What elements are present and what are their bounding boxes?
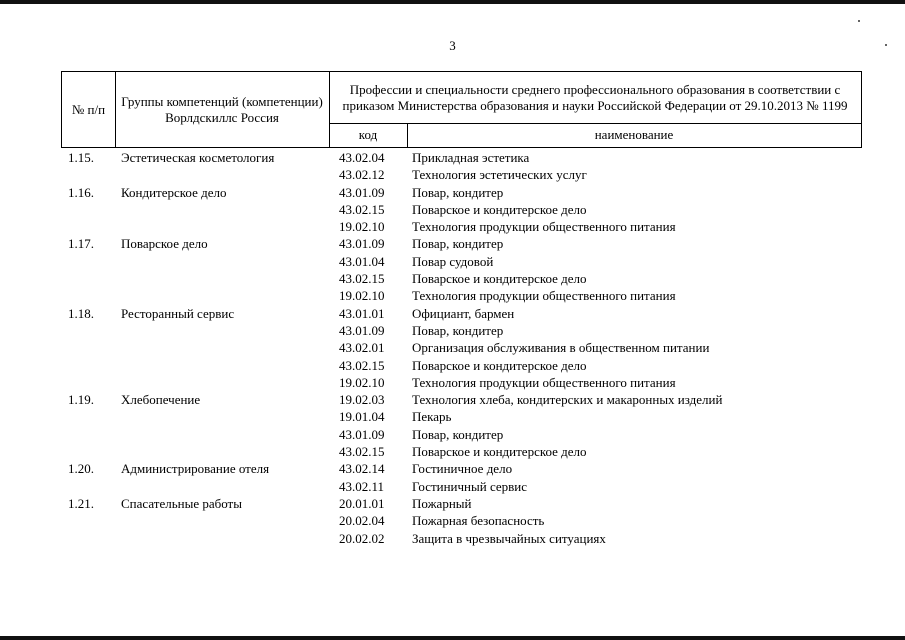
row-number: 1.19. [68,392,94,408]
table-row [0,495,905,512]
specialty-code: 19.01.04 [339,409,385,425]
specialty-code: 43.02.15 [339,357,385,373]
specialty-code: 43.01.09 [339,426,385,442]
specialty-name: Технология хлеба, кондитерских и макаронных изделий [412,392,723,408]
competence-group: Кондитерское дело [121,184,227,200]
competence-group: Ресторанный сервис [121,305,235,321]
row-number: 1.18. [68,305,94,321]
table-row [0,512,905,529]
specialty-name: Прикладная эстетика [412,150,530,165]
specialty-code: 43.01.01 [339,305,385,321]
specialty-name: Защита в чрезвычайных ситуациях [412,530,606,546]
specialty-name: Повар, кондитер [412,322,504,338]
specialty-code: 19.02.10 [339,288,385,304]
table-row [0,426,905,443]
specialty-name: Технология продукции общественного питания [412,288,676,304]
table-row [0,305,905,322]
specialty-code: 43.01.04 [339,253,385,269]
row-number: 1.20. [68,461,94,477]
row-number: 1.16. [68,184,94,200]
competence-group: Администрирование отеля [121,461,270,477]
specialty-code: 43.01.09 [339,322,385,338]
scan-speck [858,20,860,22]
competence-group: Эстетическая косметология [121,150,275,165]
specialty-name: Повар судовой [412,253,494,269]
scan-border-bottom [0,636,905,640]
specialty-name: Поварское и кондитерское дело [412,357,587,373]
table-row [0,478,905,495]
table-row [0,270,905,287]
table-row [0,149,905,166]
specialty-code: 43.02.11 [339,478,385,494]
specialty-code: 20.02.02 [339,530,385,546]
table-row [0,460,905,477]
header-code: код [329,123,408,148]
table-row [0,408,905,425]
specialty-name: Технология продукции общественного питания [412,374,676,390]
table-body [0,149,905,547]
specialty-name: Повар, кондитер [412,426,504,442]
specialty-code: 43.02.15 [339,444,385,460]
competence-group: Поварское дело [121,236,208,252]
specialty-name: Повар, кондитер [412,184,504,200]
specialty-name: Официант, бармен [412,305,515,321]
specialty-name: Пекарь [412,409,452,425]
specialty-name: Гостиничное дело [412,461,513,477]
table-row [0,322,905,339]
row-number: 1.15. [68,150,94,165]
specialty-code: 43.02.14 [339,461,385,477]
table-row [0,218,905,235]
table-row [0,443,905,460]
specialty-name: Поварское и кондитерское дело [412,201,587,217]
table-row [0,357,905,374]
specialty-code: 19.02.10 [339,219,385,235]
specialty-name: Технология эстетических услуг [412,167,587,183]
table-row [0,287,905,304]
header-name: наименование [407,123,862,148]
table-row [0,166,905,183]
table-row [0,391,905,408]
specialty-code: 19.02.10 [339,374,385,390]
competence-group: Спасательные работы [121,495,242,511]
specialty-code: 43.02.15 [339,201,385,217]
specialty-code: 43.01.09 [339,184,385,200]
table-row [0,339,905,356]
table-row [0,184,905,201]
table-row [0,235,905,252]
specialty-code: 19.02.03 [339,392,385,408]
specialty-code: 43.01.09 [339,236,385,252]
table-row [0,201,905,218]
competence-group: Хлебопечение [121,392,201,408]
specialty-name: Поварское и кондитерское дело [412,271,587,287]
specialty-name: Технология продукции общественного питания [412,219,676,235]
specialty-name: Гостиничный сервис [412,478,528,494]
row-number: 1.17. [68,236,94,252]
specialty-name: Пожарный [412,495,472,511]
specialty-code: 43.02.04 [339,150,385,165]
specialty-code: 43.02.01 [339,340,385,356]
specialty-name: Поварское и кондитерское дело [412,444,587,460]
row-number: 1.21. [68,495,94,511]
header-competence-groups: Группы компетенций (компетенции) Ворлдскиллс Россия [115,71,330,148]
page-number: 3 [449,38,456,53]
table-row [0,253,905,270]
specialty-code: 43.02.12 [339,167,385,183]
specialty-name: Пожарная безопасность [412,513,545,529]
specialty-code: 20.02.04 [339,513,385,529]
scan-border-top [0,0,905,4]
table-row [0,530,905,547]
specialty-code: 43.02.15 [339,271,385,287]
specialty-name: Повар, кондитер [412,236,504,252]
specialty-code: 20.01.01 [339,495,385,511]
specialty-name: Организация обслуживания в общественном питании [412,340,710,356]
table-row [0,374,905,391]
header-number: № п/п [61,71,116,148]
header-professions: Профессии и специальности среднего профессионального образования в соответствии с приказом Министерства образования и науки Российской Федерации от 29.10.2013 № 1199 [329,71,862,124]
